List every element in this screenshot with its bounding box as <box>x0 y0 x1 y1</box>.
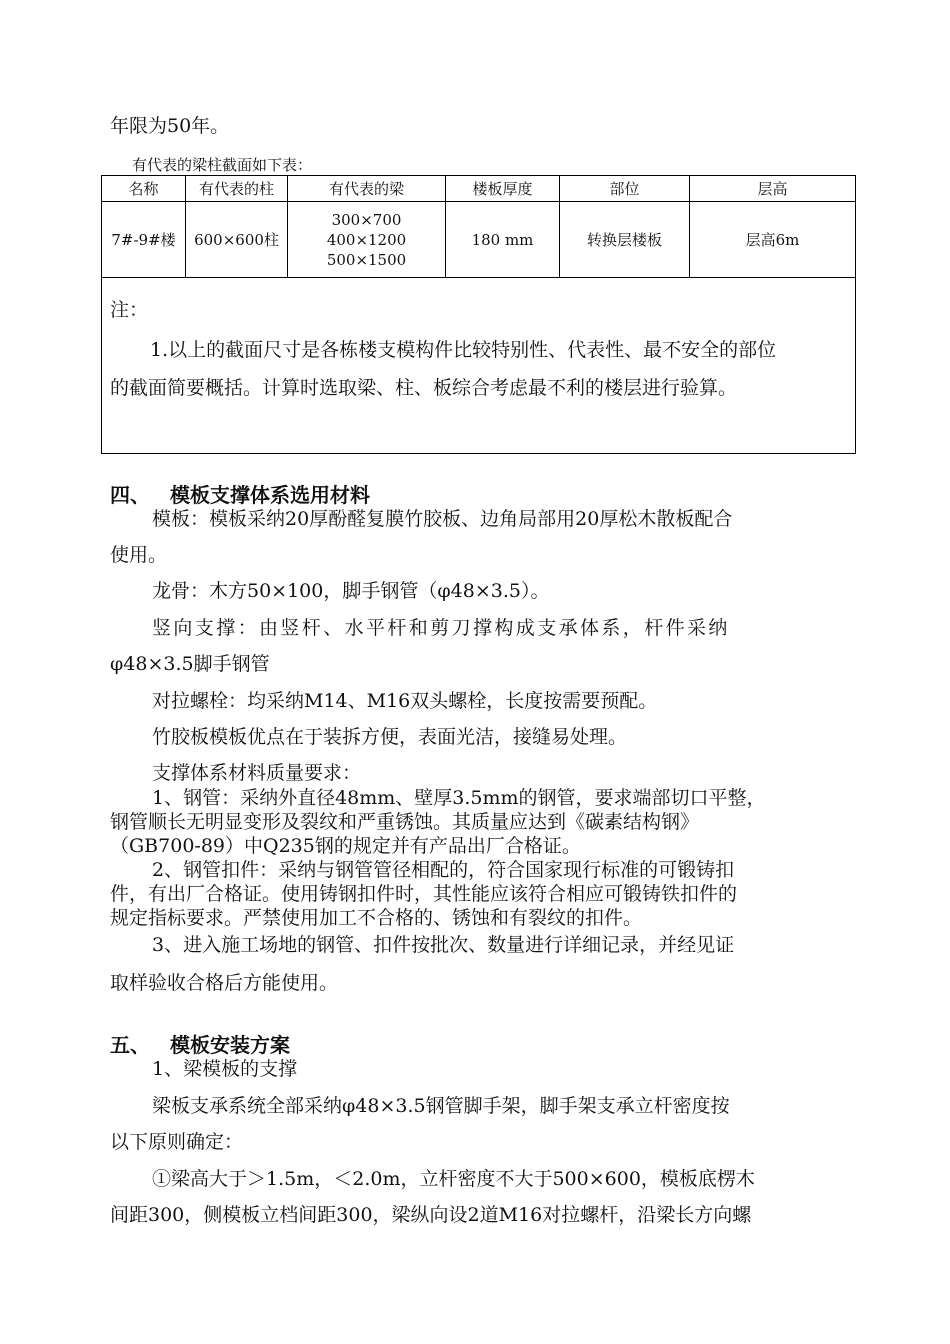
cell-name: 7#-9#楼 <box>102 202 186 278</box>
cell-slab: 180 mm <box>446 202 560 278</box>
section-heading-5 <box>110 1032 290 1058</box>
beam-size: 400×1200 <box>326 230 407 249</box>
note-line: 1.以上的截面尺寸是各栋楼支模构件比较特别性、代表性、最不安全的部位 <box>150 339 777 361</box>
body-line: 以下原则确定： <box>110 1131 244 1153</box>
body-line: 支撑体系材料质量要求： <box>152 762 362 784</box>
header-cell: 有代表的柱 <box>186 176 288 202</box>
table-header-row <box>102 176 856 202</box>
header-cell: 层高 <box>690 176 856 202</box>
table-note-row <box>102 278 856 454</box>
cell-beams <box>288 202 446 278</box>
section-number: 四、 <box>110 483 150 507</box>
section-table <box>101 175 856 454</box>
cell-height: 层高6m <box>690 202 856 278</box>
body-line: 1、钢管：采纳外直径48mm、壁厚3.5mm的钢管，要求端部切口平整， <box>152 787 766 809</box>
body-line: 龙骨：木方50×100，脚手钢管（φ48×3.5）。 <box>152 580 550 602</box>
body-line: 取样验收合格后方能使用。 <box>110 972 339 994</box>
body-line: φ48×3.5脚手钢管 <box>110 653 270 675</box>
body-line: 梁板支承系统全部采纳φ48×3.5钢管脚手架，脚手架支承立杆密度按 <box>152 1095 730 1117</box>
section-number: 五、 <box>110 1033 150 1057</box>
body-line: 1、梁模板的支撑 <box>152 1058 298 1080</box>
body-line: 件，有出厂合格证。使用铸钢扣件时，其性能应该符合相应可锻铸铁扣件的 <box>110 883 738 905</box>
body-line: 使用。 <box>110 544 168 566</box>
beam-size: 300×700 <box>331 210 402 229</box>
header-cell: 有代表的梁 <box>288 176 446 202</box>
note-cell <box>102 278 856 454</box>
body-line: 竹胶板模板优点在于装拆方便，表面光洁，接缝易处理。 <box>152 726 628 748</box>
body-line: ①梁高大于＞1.5m，＜2.0m，立杆密度不大于500×600，模板底楞木 <box>152 1168 755 1190</box>
body-line: 间距300，侧模板立档间距300，梁纵向设2道M16对拉螺杆，沿梁长方向螺 <box>110 1204 752 1226</box>
intro-line: 年限为50年。 <box>110 115 230 137</box>
section-title: 模板支撑体系选用材料 <box>170 483 370 507</box>
section-heading-4 <box>110 482 370 508</box>
header-cell: 部位 <box>560 176 690 202</box>
section-title: 模板安装方案 <box>170 1033 290 1057</box>
beam-size: 500×1500 <box>326 250 407 269</box>
note-line: 的截面简要概括。计算时选取梁、柱、板综合考虑最不利的楼层进行验算。 <box>110 377 738 399</box>
body-line: 模板：模板采纳20厚酚醛复膜竹胶板、边角局部用20厚松木散板配合 <box>152 508 733 530</box>
body-line: 3、进入施工场地的钢管、扣件按批次、数量进行详细记录，并经见证 <box>152 934 735 956</box>
table-row <box>102 202 856 278</box>
body-line: 对拉螺栓：均采纳M14、M16双头螺栓，长度按需要预配。 <box>152 690 658 712</box>
note-label: 注： <box>110 299 149 321</box>
body-line: 2、钢管扣件：采纳与钢管管径相配的，符合国家现行标准的可锻铸扣 <box>152 859 735 881</box>
cell-location: 转换层楼板 <box>560 202 690 278</box>
body-line: 钢管顺长无明显变形及裂纹和严重锈蚀。其质量应达到《碳素结构钢》 <box>110 811 700 833</box>
body-line: （GB700-89）中Q235钢的规定并有产品出厂合格证。 <box>110 835 581 857</box>
cell-column: 600×600柱 <box>186 202 288 278</box>
body-line: 竖向支撑：由竖杆、水平杆和剪刀撑构成支承体系，杆件采纳 <box>152 617 730 639</box>
table-caption: 有代表的梁柱截面如下表： <box>132 156 313 174</box>
body-line: 规定指标要求。严禁使用加工不合格的、锈蚀和有裂纹的扣件。 <box>110 907 643 929</box>
header-cell: 名称 <box>102 176 186 202</box>
header-cell: 楼板厚度 <box>446 176 560 202</box>
